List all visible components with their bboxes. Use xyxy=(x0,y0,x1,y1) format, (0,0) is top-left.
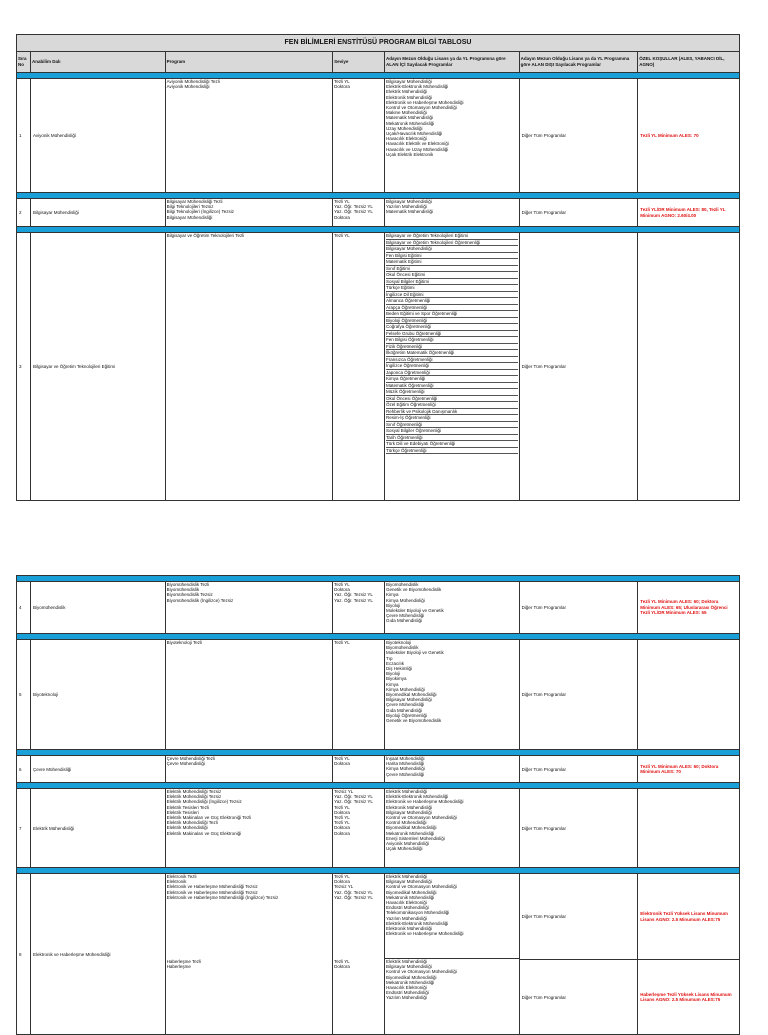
table-row xyxy=(17,756,739,783)
program-list xyxy=(166,874,334,1034)
in-field-program-item: Harita Mühendisliği xyxy=(385,761,425,767)
level-item: Tezli YL xyxy=(334,815,350,821)
program-item: Haberleşme Tezli xyxy=(166,959,202,964)
program-item: Çevre Mühendisliği Tezli xyxy=(166,756,216,761)
in-field-program-item: Yazılım Mühendisliği xyxy=(385,204,427,210)
in-field-program-item: Biyomedikal Mühendisliği xyxy=(385,825,437,831)
level-list xyxy=(333,233,385,500)
in-field-program-item: Moleküler Biyoloji ve Genetik xyxy=(385,608,444,614)
program-list xyxy=(166,199,334,226)
row-number: 8 xyxy=(17,874,31,1034)
level-item: Doktora xyxy=(334,830,350,836)
in-field-program-item: Biyokimya xyxy=(385,676,407,682)
in-field-program-item: Bilgisayar Mühendisliği xyxy=(385,809,432,815)
in-field-program-item: Makine Mühendisliği xyxy=(385,110,427,116)
in-field-program-item: Kontrol ve Otomasyon Mühendisliği xyxy=(385,969,457,975)
level-list xyxy=(333,79,385,192)
in-field-program-item: Kontrol ve Otomasyon Mühendisliği xyxy=(385,105,457,111)
in-field-program-item: Rehberlik ve Psikolojik Danışmanlık xyxy=(386,409,518,416)
program-item: Biyomühendislik (İngilizce) Tezsiz xyxy=(166,597,234,603)
program-item: Bilgi Teknolojileri Tezsiz xyxy=(166,204,214,210)
special-conditions-cell xyxy=(638,874,739,1034)
in-field-list xyxy=(385,789,520,867)
department-name: Biyoteknoloji xyxy=(31,640,166,749)
level-item: Doktora xyxy=(334,84,350,90)
level-list xyxy=(333,582,385,633)
level-item: Tezsiz YL xyxy=(334,789,354,794)
special-conditions: Tezli YL Minimum ALES: 60; Doktora Minimum ALES: 70 xyxy=(640,763,719,774)
in-field-program-item: Biyomühendislik xyxy=(385,582,419,587)
program-item: Bilgisayar ve Öğretim Teknolojileri Tezli xyxy=(166,233,245,238)
out-field-programs: Diğer Tüm Programlar xyxy=(521,994,567,1000)
special-conditions: Tezli YL Minimum ALES: 60; Doktora Minimum ALES: 65; Uluslararası Öğrenci Tezli YL/DR Minimum ALES: 55 xyxy=(640,599,728,616)
level-item: Tezli YL xyxy=(334,199,350,204)
level-list xyxy=(333,874,385,1034)
program-item: Elektronik Tezli xyxy=(166,874,197,879)
level-item: Doktora xyxy=(334,879,350,885)
special-conditions: Haberleşme Tezli Yüksek Lisans Minumum Lisans AGNO: 2.5 Minumum ALES:75 xyxy=(640,991,732,1002)
in-field-program-item: Bilgisayar Mühendisliği xyxy=(385,79,432,84)
program-item: Aviyonik Mühendisliği Tezli xyxy=(166,79,220,84)
level-item: Yaz. Öğr. Tezsiz YL xyxy=(334,794,373,800)
in-field-program-item: Biyomedikal Mühendisliği xyxy=(385,692,437,698)
in-field-program-item: Diş Hekimliği xyxy=(385,666,412,672)
in-field-program-item: Arapça Öğretmenliği xyxy=(386,305,518,312)
program-item: Elektrik Mühendisliği Tezli xyxy=(166,820,218,826)
out-field-programs: Diğer Tüm Programlar xyxy=(520,756,639,782)
in-field-program-item: İngilizce Dil Eğitimi xyxy=(386,292,518,299)
in-field-program-item: İlköğretim Matematik Öğretmenliği xyxy=(386,350,518,357)
in-field-program-item: Biyomedikal Mühendisliği xyxy=(385,889,437,895)
in-field-program-item: Endüstri Mühendisliği xyxy=(385,990,429,996)
in-field-program-item: Matematik Eğitimi xyxy=(386,259,518,266)
in-field-program-item: Almanca Öğretmenliği xyxy=(386,298,518,305)
level-item: Doktora xyxy=(334,825,350,831)
level-item: Doktora xyxy=(334,587,350,593)
out-field-programs: Diğer Tüm Programlar xyxy=(520,199,639,226)
program-list xyxy=(166,640,334,749)
in-field-program-item: Türk Dili ve Edebiyatı Öğretmenliği xyxy=(386,441,518,448)
in-field-program-item: Kimya xyxy=(385,681,399,687)
in-field-program-item: Uçak/Havacılık Mühendisliği xyxy=(385,131,443,137)
in-field-program-item: Felsefe Grubu Öğretmenliği xyxy=(386,331,518,338)
in-field-program-item: Kimya Mühendisliği xyxy=(385,686,425,692)
level-item: Tezli YL xyxy=(334,874,350,879)
table-row xyxy=(17,640,739,750)
header-program: Program xyxy=(166,52,334,72)
in-field-program-item: Fizik Öğretmenliği xyxy=(386,344,518,351)
table-row xyxy=(17,233,739,500)
special-conditions xyxy=(638,789,739,867)
department-name: Elektronik ve Haberleşme Mühendisliği xyxy=(31,874,166,1034)
in-field-program-item: Sosyal Bilgiler Eğitimi xyxy=(386,279,518,286)
program-list xyxy=(166,233,334,500)
program-item: Elektrik Mühendisliği Tezsiz xyxy=(166,789,222,794)
program-list xyxy=(166,756,334,782)
program-item: Biyomühendislik Tezsiz xyxy=(166,592,213,598)
special-conditions: Elektronik Tezli Yüksek Lisans Minumum Lisans AGNO: 2.5 Minumum ALES:75 xyxy=(638,874,739,960)
program-item: Elektrik Mühendisliği xyxy=(166,825,208,831)
program-list xyxy=(166,582,334,633)
in-field-program-item: Telekomünikasyon Mühendisliği xyxy=(385,910,450,916)
in-field-program-item: Beden Eğitimi ve Spor Öğretmenliği xyxy=(386,311,518,318)
program-item: Elektronik xyxy=(166,879,187,885)
in-field-program-item: Bilgisayar Mühendisliği xyxy=(385,199,432,204)
in-field-program-item: Kimya Mühendisliği xyxy=(385,597,425,603)
program-item: Elektrik Tesisleri xyxy=(166,809,199,815)
in-field-program-item: Sınıf Öğretmenliği xyxy=(386,422,518,429)
level-item: Yaz. Öğr. Tezsiz YL xyxy=(334,592,373,598)
table-header xyxy=(17,52,739,73)
in-field-list xyxy=(385,582,520,633)
in-field-list-a xyxy=(385,874,519,959)
header-level: Seviye xyxy=(333,52,385,72)
level-item: Yaz. Öğr. Tezsiz YL xyxy=(334,209,373,215)
level-item: Tezli YL xyxy=(334,959,350,964)
in-field-program-item: Okul Öncesi Öğretmenliği xyxy=(386,396,518,403)
program-item: Bilgisayar Mühendisliği xyxy=(166,214,213,220)
in-field-program-item: Elektrik Mühendisliği xyxy=(385,89,428,95)
program-item: Aviyonik Mühendisliği xyxy=(166,84,210,90)
level-list-b xyxy=(333,959,384,969)
level-item: Doktora xyxy=(334,214,350,220)
in-field-program-item: Bilgisayar Mühendisliği xyxy=(386,246,518,253)
in-field-list xyxy=(385,756,520,782)
in-field-program-item: Biyoloji xyxy=(385,671,401,677)
in-field-program-item: Havacılık Elektroniği xyxy=(385,900,427,906)
department-name: Elektrik Mühendisliği xyxy=(31,789,166,867)
in-field-program-item: Türkçe Öğretmenliği xyxy=(386,448,518,455)
in-field-program-item: Kimya xyxy=(385,592,399,598)
in-field-program-item: Elektrik-Elektronik Mühendisliği xyxy=(385,794,449,800)
in-field-program-item: Elektronik ve Haberleşme Mühendisliği xyxy=(385,799,464,805)
in-field-program-item: Sosyal Bilgiler Öğretmenliği xyxy=(386,428,518,435)
in-field-program-item: Çevre Mühendisliği xyxy=(385,702,425,708)
in-field-program-item: Bilgisayar Mühendisliği xyxy=(385,964,432,970)
in-field-program-item: Elektronik ve Haberleşme Mühendisliği xyxy=(385,99,464,105)
in-field-program-item: Elektrik-Elektronik Mühendisliği xyxy=(385,84,449,90)
in-field-program-item: Biyomedikal Mühendisliği xyxy=(385,974,437,980)
in-field-program-item: Moleküler Biyoloji ve Genetik xyxy=(385,650,444,656)
program-item: Elektronik ve Haberleşme Mühendisliği Tezsiz xyxy=(166,884,258,890)
table-row xyxy=(17,789,739,868)
row-number: 5 xyxy=(17,640,31,749)
in-field-list xyxy=(385,874,520,1034)
in-field-program-item: Elektrik Mühendisliği xyxy=(385,789,428,794)
in-field-program-item: Mekatronik Mühendisliği xyxy=(385,894,435,900)
in-field-program-item: Mekatronik Mühendisliği xyxy=(385,979,435,985)
in-field-list xyxy=(385,199,520,226)
program-list xyxy=(166,79,334,192)
department-name: Çevre Mühendisliği xyxy=(31,756,166,782)
in-field-program-item: Elektrik Mühendisliği xyxy=(385,959,428,964)
in-field-program-item: Mekatronik Mühendisliği xyxy=(385,830,435,836)
in-field-program-item: Müzik Öğretmenliği xyxy=(386,389,518,396)
in-field-program-item: Japonca Öğretmenliği xyxy=(386,370,518,377)
table-row xyxy=(17,199,739,227)
row-number: 3 xyxy=(17,233,31,500)
row-number: 7 xyxy=(17,789,31,867)
program-list-a xyxy=(166,874,333,959)
program-table-part-2 xyxy=(16,575,740,1035)
level-item: Tezli YL xyxy=(334,804,350,810)
in-field-program-item: Biyoloji Öğretmenliği xyxy=(385,712,428,718)
out-field-programs: Diğer Tüm Programlar xyxy=(520,640,639,749)
in-field-list xyxy=(385,233,520,500)
in-field-program-item: Coğrafya Öğretmenliği xyxy=(386,324,518,331)
in-field-program-item: Biyomühendislik xyxy=(385,645,419,651)
program-item: Elektrik Mühendisliği (İngilizce) Tezsiz xyxy=(166,799,242,805)
header-special: ÖZEL KOŞULLAR (ALES, YABANCI DİL, AGNO) xyxy=(639,56,725,67)
in-field-program-item: İngilizce Öğretmenliği xyxy=(386,363,518,370)
table-row xyxy=(17,582,739,634)
department-name: Biyomühendislik xyxy=(31,582,166,633)
in-field-program-item: Yazılım Mühendisliği xyxy=(385,995,427,1001)
table-title: FEN BİLİMLERİ ENSTİTÜSÜ PROGRAM BİLGİ TABLOSU xyxy=(17,35,739,52)
program-list-b xyxy=(166,959,333,969)
program-list xyxy=(166,789,334,867)
in-field-program-item: Havacılık ve Uzay Mühendisliği xyxy=(385,146,449,152)
in-field-program-item: Gıda Mühendisliği xyxy=(385,707,423,713)
in-field-program-item: Havacılık Elektroniği xyxy=(385,136,427,142)
in-field-program-item: Uçak Elektrik Elektronik xyxy=(385,151,434,157)
in-field-program-item: Özel Eğitim Öğretmenliği xyxy=(386,402,518,409)
row-number: 2 xyxy=(17,199,31,226)
in-field-program-item: Genetik ve Biyomühendislik xyxy=(385,718,442,724)
row-number: 1 xyxy=(17,79,31,192)
level-item: Tezli YL xyxy=(334,582,350,587)
in-field-program-item: Havacılık Elektrik ve Elektroniği xyxy=(385,141,449,147)
out-field-cell xyxy=(520,874,639,1034)
in-field-program-item: İnşaat Mühendisliği xyxy=(385,756,425,761)
program-item: Elektrik Tesisleri Tezli xyxy=(166,804,209,810)
level-list xyxy=(333,199,385,226)
out-field-programs: Diğer Tüm Programlar xyxy=(520,582,639,633)
program-item: Elektrik Makinaları ve Güç Elektroniği Tezli xyxy=(166,815,252,821)
in-field-program-item: Uçak Mühendisliği xyxy=(385,846,423,852)
in-field-list xyxy=(385,79,520,192)
special-conditions: Tezli YL Minimum ALES: 70 xyxy=(640,132,699,138)
in-field-program-item: Matematik Mühendisliği xyxy=(385,115,434,121)
in-field-program-item: Bilgisayar Mühendisliği xyxy=(385,879,432,885)
in-field-list-b xyxy=(385,959,519,1001)
level-list xyxy=(333,640,385,749)
in-field-program-item: Mekatronik Mühendisliği xyxy=(385,120,435,126)
level-item: Yaz. Öğr. Tezsiz YL xyxy=(334,597,373,603)
in-field-program-item: Tıp xyxy=(385,655,393,661)
level-item: Yaz. Öğr. Tezsiz YL xyxy=(334,204,373,210)
in-field-program-item: Fransızca Öğretmenliği xyxy=(386,357,518,364)
level-item: Doktora xyxy=(334,964,350,970)
department-name: Bilgisayar ve Öğretim Teknolojileri Eğitimi xyxy=(31,233,166,500)
program-item: Biyomühendislik xyxy=(166,587,200,593)
in-field-program-item: Biyoloji Öğretmenliği xyxy=(386,318,518,325)
program-item: Bilgi Teknolojileri (İngilizce) Tezsiz xyxy=(166,209,234,215)
header-no: Sıra No xyxy=(17,52,31,72)
row-number: 4 xyxy=(17,582,31,633)
in-field-program-item: Resim-İş Öğretmenliği xyxy=(386,415,518,422)
row-number: 6 xyxy=(17,756,31,782)
in-field-program-item: Bilgisayar ve Öğretim Teknolojileri Eğitimi xyxy=(386,233,518,240)
department-name: Aviyonik Mühendisliği xyxy=(31,79,166,192)
header-in-field: Adayın Mezun Olduğu Lisans ya da YL Programına göre ALAN İÇİ Sayılacak Programlar xyxy=(385,52,520,72)
program-item: Elektronik ve Haberleşme Mühendisliği (İngilizce) Tezsiz xyxy=(166,894,279,900)
in-field-list xyxy=(385,640,520,749)
in-field-program-item: Bilgisayar Mühendisliği xyxy=(385,697,432,703)
in-field-program-item: Biyoteknoloji xyxy=(385,640,412,645)
in-field-program-item: Havacılık Elektroniği xyxy=(385,985,427,991)
in-field-program-item: Elektronik Mühendisliği xyxy=(385,94,433,100)
out-field-programs: Diğer Tüm Programlar xyxy=(520,874,638,960)
in-field-program-item: Fen Bilgisi Eğitimi xyxy=(386,253,518,260)
special-conditions xyxy=(638,233,739,500)
level-item: Doktora xyxy=(334,809,350,815)
program-item: Elektronik ve Haberleşme Mühendisliği Tezsiz xyxy=(166,889,258,895)
in-field-program-item: Tarih Öğretmenliği xyxy=(386,435,518,442)
in-field-program-item: Fen Bilgisi Öğretmenliği xyxy=(386,337,518,344)
special-conditions: Tezli YL/DR Minimum ALES: 80, Tezli YL Minimum AGNO: 2.60/4.00 xyxy=(640,207,726,218)
in-field-program-item: Endüstri Mühendisliği xyxy=(385,905,429,911)
out-field-programs: Diğer Tüm Programlar xyxy=(520,79,639,192)
program-item: Biyomühendislik Tezli xyxy=(166,582,210,587)
program-item: Biyoteknoloji Tezli xyxy=(166,640,203,645)
level-item: Tezli YL xyxy=(334,79,350,84)
in-field-program-item: Enerji Sistemleri Mühendisliği xyxy=(385,835,445,841)
in-field-program-item: Matematik Öğretmenliği xyxy=(386,383,518,390)
out-field-programs: Diğer Tüm Programlar xyxy=(520,233,639,500)
level-list xyxy=(333,789,385,867)
in-field-program-item: Gıda Mühendisliği xyxy=(385,618,423,624)
in-field-program-item: Biyoloji xyxy=(385,602,401,608)
program-item: Elektrik Makinaları ve Güç Elektroniği xyxy=(166,830,242,836)
out-field-programs: Diğer Tüm Programlar xyxy=(520,789,639,867)
in-field-program-item: Uzay Mühendisliği xyxy=(385,125,423,131)
program-table-part-1 xyxy=(16,34,740,501)
in-field-program-item: Kontrol ve Otomasyon Mühendisliği xyxy=(385,815,457,821)
in-field-program-item: Kontrol ve Otomasyon Mühendisliği xyxy=(385,884,457,890)
level-item: Tezli YL xyxy=(334,756,350,761)
department-name: Bilgisayar Mühendisliği xyxy=(31,199,166,226)
in-field-program-item: Kontrol Mühendisliği xyxy=(385,820,427,826)
in-field-program-item: Çevre Mühendisliği xyxy=(385,771,425,777)
in-field-program-item: Kimya Öğretmenliği xyxy=(386,376,518,383)
in-field-program-item: Okul Öncesi Eğitimi xyxy=(386,272,518,279)
level-item: Tezsiz YL xyxy=(334,884,354,890)
in-field-program-item: Elektrik-Elektronik Mühendisliği xyxy=(385,920,449,926)
in-field-program-item: Elektronik ve Haberleşme Mühendisliği xyxy=(385,931,464,937)
in-field-program-item: Yazılım Mühendisliği xyxy=(385,915,427,921)
in-field-program-item: Sınıf Eğitimi xyxy=(386,266,518,273)
in-field-program-item: Elektrik Mühendisliği xyxy=(385,874,428,879)
level-item: Yaz. Öğr. Tezsiz YL xyxy=(334,799,373,805)
table-row-8 xyxy=(17,874,739,1034)
level-list xyxy=(333,756,385,782)
in-field-program-item: Aviyonik Mühendisliği xyxy=(385,841,429,847)
in-field-program-item: Genetik ve Biyomühendislik xyxy=(385,587,442,593)
in-field-program-item: Bilgisayar ve Öğretim Teknolojileri Öğretmenliği xyxy=(386,240,518,247)
level-item: Tezli YL xyxy=(334,233,350,238)
in-field-program-item: Elektronik Mühendisliği xyxy=(385,804,433,810)
in-field-program-item: Kimya Mühendisliği xyxy=(385,766,425,772)
level-item: Yaz. Öğr. Tezsiz YL xyxy=(334,894,373,900)
level-item: Doktora xyxy=(334,761,350,767)
in-field-program-item: Çevre Mühendisliği xyxy=(385,613,425,619)
table-row xyxy=(17,79,739,193)
header-dept: Anabilim Dalı xyxy=(31,52,166,72)
program-item: Bilgisayar Mühendisliği Tezli xyxy=(166,199,223,204)
program-item: Haberleşme xyxy=(166,964,191,970)
special-conditions xyxy=(638,640,739,749)
level-item: Tezli YL xyxy=(334,640,350,645)
level-item: Tezli YL xyxy=(334,820,350,826)
program-item: Elektrik Mühendisliği Tezsiz xyxy=(166,794,222,800)
in-field-program-item: Elektronik Mühendisliği xyxy=(385,926,433,932)
program-item: Çevre Mühendisliği xyxy=(166,761,205,767)
in-field-program-item: Eczacılık xyxy=(385,660,404,666)
in-field-program-item: Matematik Mühendisliği xyxy=(385,209,434,215)
level-list-a xyxy=(333,874,384,959)
level-item: Yaz. Öğr. Tezsiz YL xyxy=(334,889,373,895)
in-field-program-item: Türkçe Eğitimi xyxy=(386,285,518,292)
header-out-field: Adayın Mezun Olduğu Lisans ya da YL Programına göre ALAN DIŞI Sayılacak Programlar xyxy=(520,52,639,72)
